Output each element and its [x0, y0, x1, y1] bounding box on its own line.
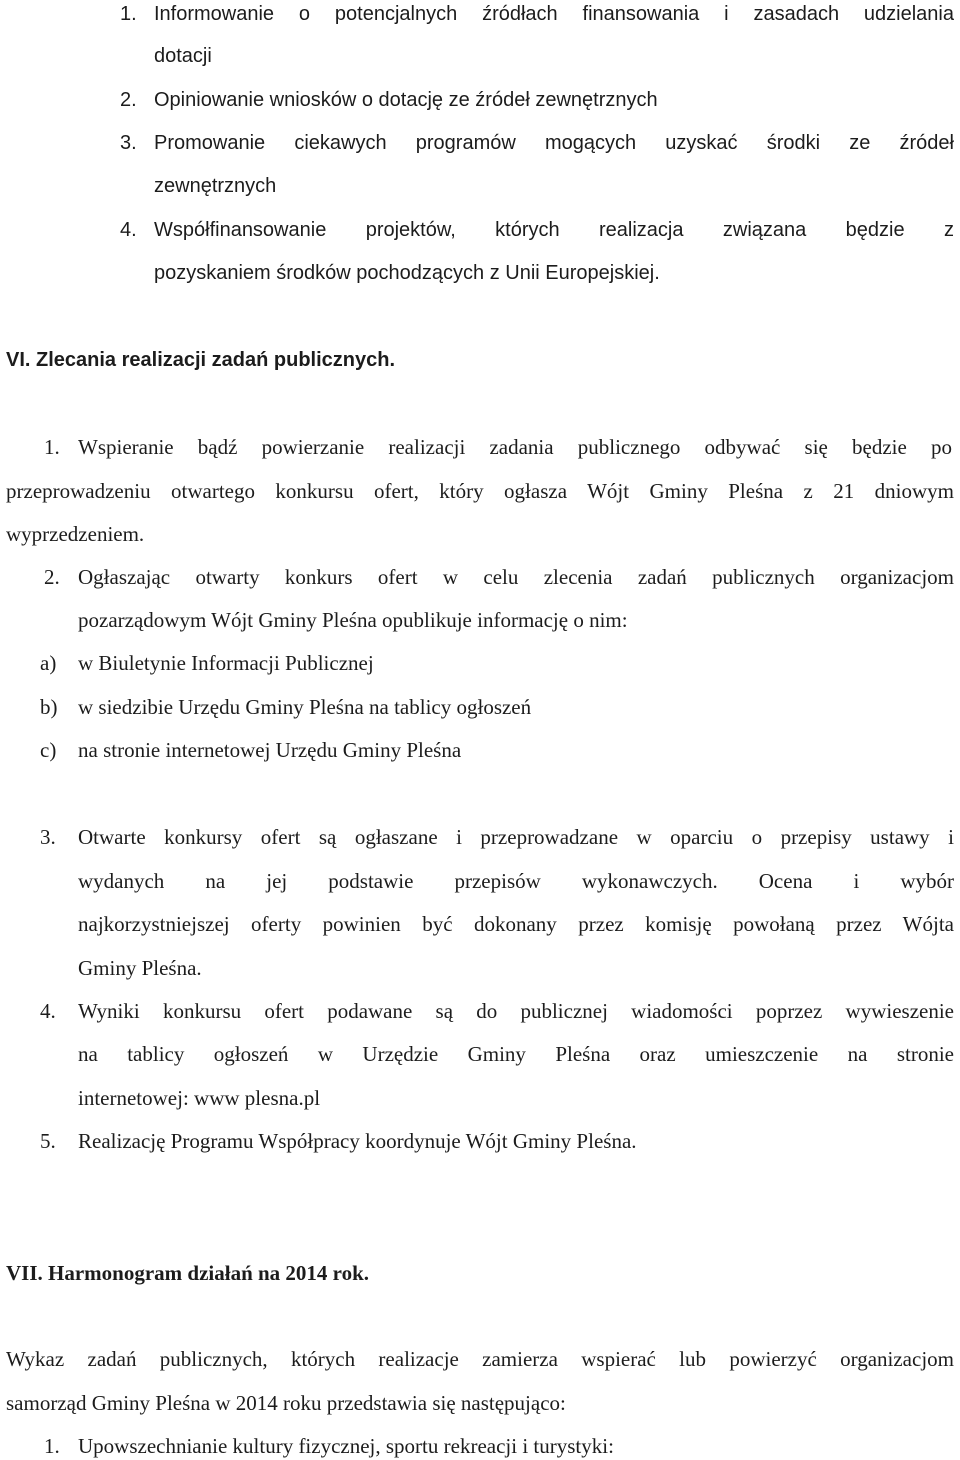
section-heading-vii: VII. Harmonogram działań na 2014 rok. — [6, 1261, 370, 1285]
paragraph-number: 1. — [44, 435, 60, 459]
paragraph-number: 4. — [40, 999, 56, 1023]
list-number: 1. — [44, 1434, 60, 1458]
sub-item-text: na stronie internetowej Urzędu Gminy Pleśna — [78, 738, 462, 762]
paragraph-text: Wykaz zadań publicznych, których realizacje zamierza wspierać lub powierzyć organizacjom — [6, 1347, 954, 1371]
list-item-text: pozyskaniem środków pochodzących z Unii Europejskiej. — [154, 262, 660, 284]
paragraph-number: 3. — [40, 825, 56, 849]
paragraph-text: Otwarte konkursy ofert są ogłaszane i przeprowadzane w oparciu o przepisy ustawy i — [78, 825, 954, 849]
sub-item-text: w Biuletynie Informacji Publicznej — [78, 651, 374, 675]
sub-label: b) — [40, 695, 58, 719]
paragraph-text: Wspieranie bądź powierzanie realizacji zadania publicznego odbywać się będzie po — [78, 435, 952, 459]
list-number: 4. — [120, 219, 137, 241]
paragraph-number: 2. — [44, 565, 60, 589]
paragraph-text: Ogłaszając otwarty konkurs ofert w celu zlecenia zadań publicznych organizacjom — [78, 565, 954, 589]
list-item-text: Informowanie o potencjalnych źródłach finansowania i zasadach udzielania — [154, 3, 954, 25]
list-number: 1. — [120, 3, 137, 25]
list-item-text: zewnętrznych — [154, 175, 277, 197]
paragraph-text: Wyniki konkursu ofert podawane są do publicznej wiadomości poprzez wywieszenie — [78, 999, 954, 1023]
paragraph-number: 5. — [40, 1129, 56, 1153]
paragraph-text: najkorzystniejszej oferty powinien być dokonany przez komisję powołaną przez Wójta — [78, 912, 954, 936]
paragraph-text: internetowej: www plesna.pl — [78, 1086, 321, 1110]
list-number: 2. — [120, 89, 137, 111]
paragraph-text: wydanych na jej podstawie przepisów wykonawczych. Ocena i wybór — [78, 869, 954, 893]
sub-label: a) — [40, 651, 57, 675]
paragraph-text: na tablicy ogłoszeń w Urzędzie Gminy Pleśna oraz umieszczenie na stronie — [78, 1042, 954, 1066]
list-item-text: Współfinansowanie projektów, których realizacja związana będzie z — [154, 219, 954, 241]
list-item-text: dotacji — [154, 45, 212, 67]
sub-item-text: w siedzibie Urzędu Gminy Pleśna na tablicy ogłoszeń — [78, 695, 532, 719]
list-item-text: Upowszechnianie kultury fizycznej, sportu rekreacji i turystyki: — [78, 1434, 614, 1458]
paragraph-text: Gminy Pleśna. — [78, 956, 202, 980]
paragraph-text: wyprzedzeniem. — [6, 522, 145, 546]
paragraph-text: Realizację Programu Współpracy koordynuje Wójt Gminy Pleśna. — [78, 1129, 637, 1153]
section-heading-vi: VI. Zlecania realizacji zadań publicznych. — [6, 349, 396, 371]
sub-label: c) — [40, 738, 57, 762]
list-number: 3. — [120, 132, 137, 154]
paragraph-text: przeprowadzeniu otwartego konkursu ofert, który ogłasza Wójt Gminy Pleśna z 21 dniowym — [6, 479, 954, 503]
paragraph-text: pozarządowym Wójt Gminy Pleśna opublikuje informację o nim: — [78, 608, 628, 632]
paragraph-text: samorząd Gminy Pleśna w 2014 roku przedstawia się następująco: — [6, 1391, 566, 1415]
list-item-text: Opiniowanie wniosków o dotację ze źródeł zewnętrznych — [154, 89, 658, 111]
list-item-text: Promowanie ciekawych programów mogących uzyskać środki ze źródeł — [154, 132, 954, 154]
